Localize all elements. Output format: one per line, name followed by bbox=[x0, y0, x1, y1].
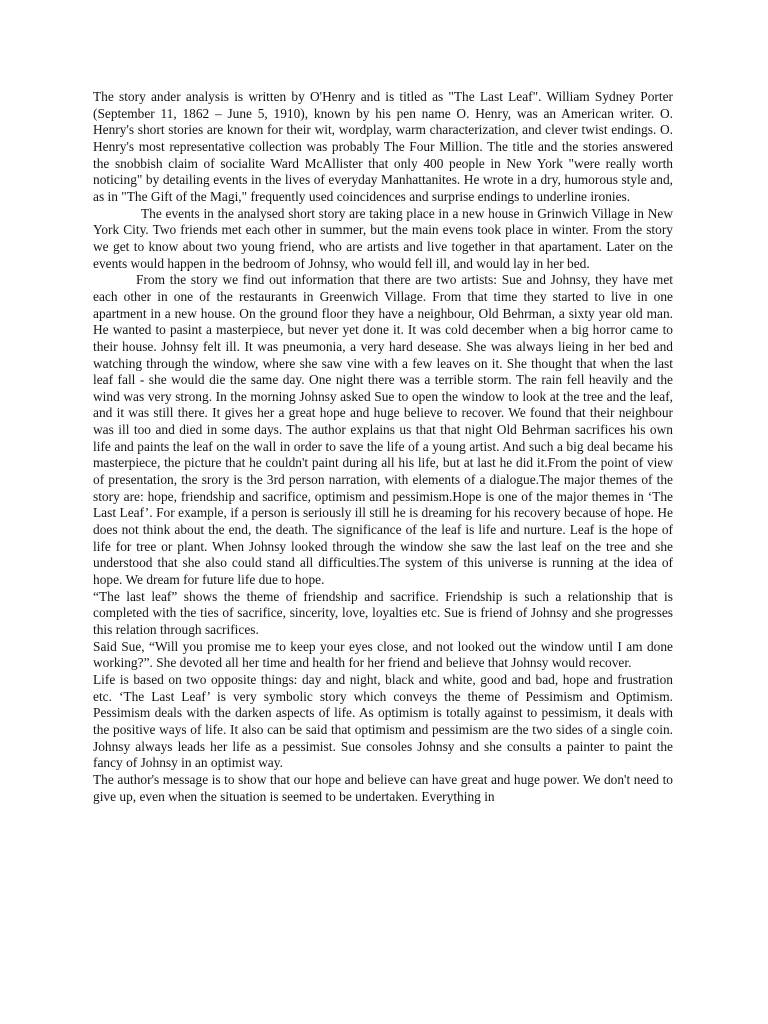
paragraph-author-intro: The story ander analysis is written by O'Henry and is titled as "The Last Leaf". William Sydney Porter (September 11, 1862 – June 5, 1910), known by his pen name O. Henry, was an American writer. O. Henry's short stories are known for their wit, wordplay, warm characterization, and clever twist endings. O. Henry's most representative collection was probably The Four Million. The title and the stories answered the snobbish claim of socialite Ward McAllister that only 400 people in New York "were really worth noticing" by detailing events in the lives of everyday Manhattanites. He wrote in a dry, humorous style and, as in "The Gift of the Magi," frequently used coincidences and surprise endings to underline ironies. bbox=[93, 89, 673, 204]
document-page bbox=[93, 89, 673, 805]
paragraph-setting: The events in the analysed short story are taking place in a new house in Grinwich Village in New York City. Two friends met each other in summer, but the main evens took place in winter. From the story we get to know about two young friend, who are artists and live together in that apartament. Later on the events would happen in the bedroom of Johnsy, who would fell ill, and would lay in her bed. bbox=[93, 205, 673, 271]
paragraph-plot-themes: From the story we find out information that there are two artists: Sue and Johnsy, they have met each other in one of the restaurants in Greenwich Village. From that time they started to live in one apartment in a new house. On the ground floor they have a neighbour, Old Behrman, a sixty year old man. He wanted to pasint a masterpiece, but never yet done it. It was cold december when a big horror came to their house. Johnsy felt ill. It was pneumonia, a very hard desease. She was always lieing in her bed and watching through the window, where she saw vine with a few leaves on it. She thought that when the last leaf fall - she would die the same day. One night there was a terrible storm. The rain fell heavily and the wind was very strong. In the morning Johnsy asked Sue to open the window to look at the tree and the leaf, and it was still there. It gives her a great hope and huge believe to recover. We found that their neighbour was ill too and died in some days. The author explains us that that night Old Behrman sacrifices his own life and paints the leaf on the wall in order to save the life of a young artist. And such a big deal became his masterpiece, the picture that he couldn't paint during all his life, but at last he did it.From the point of view of presentation, the srory is the 3rd person narration, with elements of a dialogue.The major themes of the story are: hope, friendship and sacrifice, optimism and pessimism.Hope is one of the major themes in ‘The Last Leaf’. For example, if a person is seriously ill still he is dreaming for his recovery because of hope. He does not think about the end, the death. The significance of the leaf is life and nurture. Leaf is the hope of life for tree or plant. When Johnsy looked through the window she saw the last leaf on the tree and she understood that she also could stand all difficulties.The system of this universe is running at the idea of hope. We dream for future life due to hope. bbox=[93, 272, 673, 588]
paragraph-friendship: “The last leaf” shows the theme of friendship and sacrifice. Friendship is such a relationship that is completed with the ties of sacrifice, sincerity, love, loyalties etc. Sue is friend of Johnsy and she progresses this relation through sacrifices. bbox=[93, 588, 673, 637]
paragraph-pessimism-optimism: Life is based on two opposite things: day and night, black and white, good and bad, hope and frustration etc. ‘The Last Leaf’ is very symbolic story which conveys the theme of Pessimism and Optimism. Pessimism deals with the darken aspects of life. As optimism is totally against to pessimism, it deals with the positive ways of life. It also can be said that optimism and pessimism are the two sides of a single coin. Johnsy always leads her life as a pessimist. Sue consoles Johnsy and she consults a painter to paint the fancy of Johnsy in an optimist way. bbox=[93, 671, 673, 771]
paragraph-authors-message: The author's message is to show that our hope and believe can have great and huge power. We don't need to give up, even when the situation is seemed to be undertaken. Everything in bbox=[93, 771, 673, 804]
paragraph-sue-quote: Said Sue, “Will you promise me to keep your eyes close, and not looked out the window until I am done working?”. She devoted all her time and health for her friend and believe that Johnsy would recover. bbox=[93, 638, 673, 671]
